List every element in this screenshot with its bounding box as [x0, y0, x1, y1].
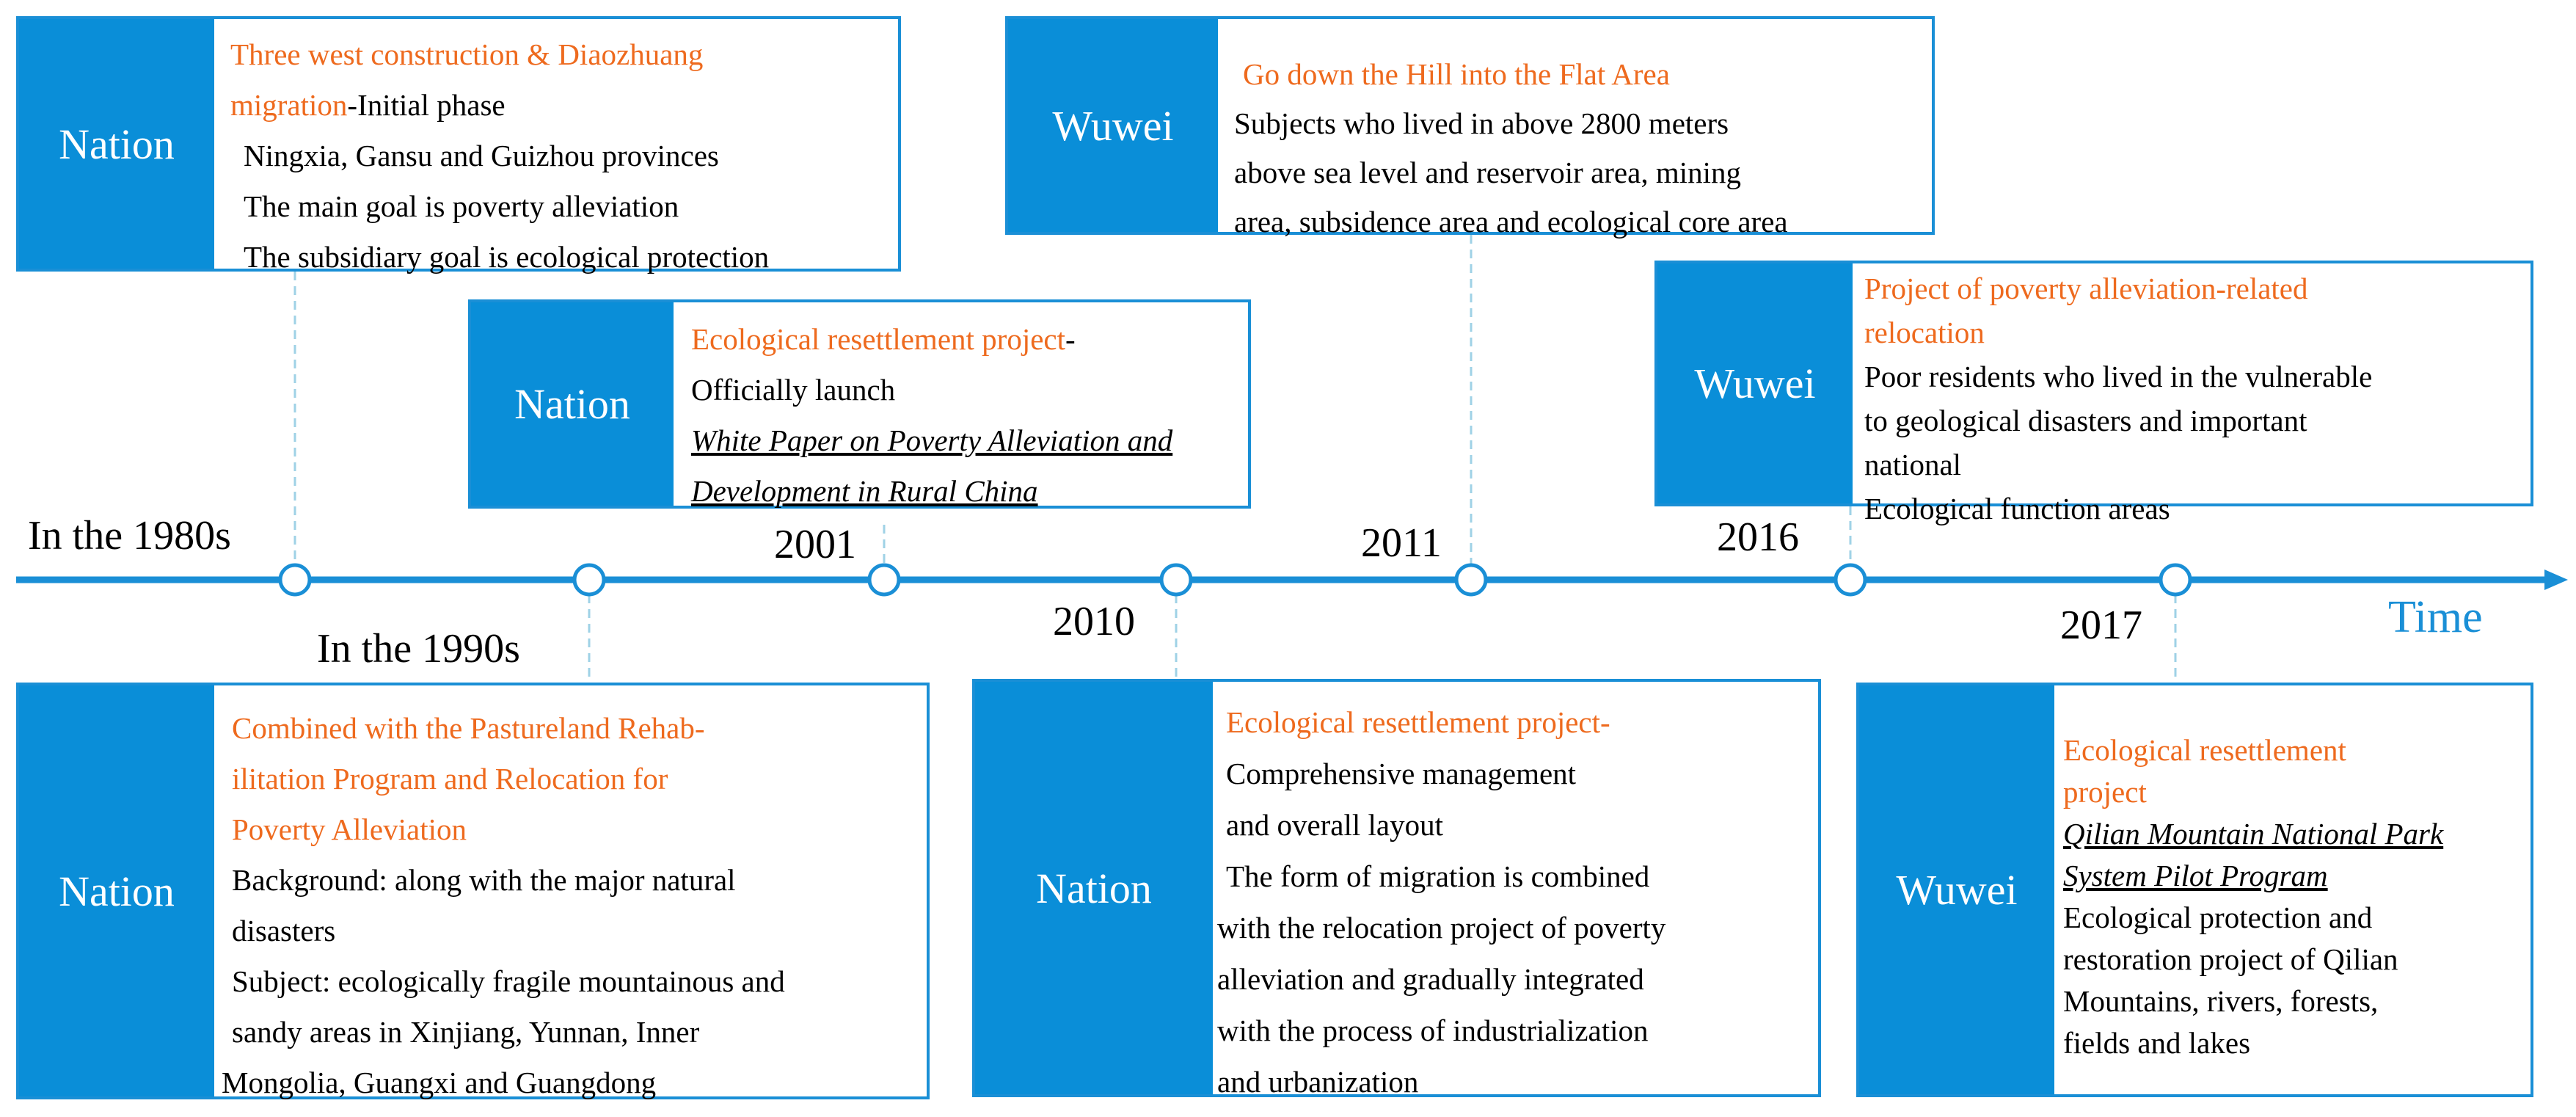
card-tag-nation: Nation: [975, 682, 1213, 1094]
marker-1980s: [280, 565, 310, 594]
marker-2001: [869, 565, 899, 594]
card-tag-nation: Nation: [19, 685, 214, 1096]
marker-2016: [1836, 565, 1865, 594]
card-title-line2: relocation: [1864, 316, 1985, 349]
card-body: [674, 302, 1248, 506]
card-2016: [1654, 261, 2533, 525]
card-line-5: Mongolia, Guangxi and Guangdong: [222, 1066, 657, 1099]
card-line-3: Mountains, rivers, forests,: [2063, 984, 2379, 1018]
year-label-2001: 2001: [774, 522, 856, 567]
card-title: Go down the Hill into the Flat Area: [1243, 57, 1670, 91]
marker-2017: [2161, 565, 2190, 594]
card-line-4: Ecological function areas: [1864, 492, 2170, 525]
card-line-2: to geological disasters and important: [1864, 404, 2307, 437]
year-label-2017: 2017: [2060, 603, 2142, 648]
card-line-3: The form of migration is combined: [1226, 859, 1650, 893]
card-line-1: Background: along with the major natural: [232, 863, 736, 897]
axis-time-label: Time: [2388, 592, 2483, 642]
card-2010: [972, 679, 1821, 1097]
card-line-7: and urbanization: [1217, 1065, 1419, 1099]
card-line-2: disasters: [232, 914, 336, 947]
card-tag-wuwei: Wuwei: [1657, 263, 1853, 503]
time-axis-arrow: [2544, 570, 2568, 590]
card-document-line1: White Paper on Poverty Alleviation and: [691, 423, 1173, 457]
card-line-4: with the relocation project of poverty: [1217, 911, 1666, 945]
card-line-1: Ningxia, Gansu and Guizhou provinces: [244, 139, 719, 172]
card-line-3: national: [1864, 448, 1962, 481]
card-line-4: fields and lakes: [2063, 1026, 2251, 1060]
card-line-2: The main goal is poverty alleviation: [244, 189, 679, 223]
card-line-1: Officially launch: [691, 373, 896, 407]
card-title-accent: migration: [230, 88, 348, 122]
year-label-1990s: In the 1990s: [317, 626, 520, 672]
year-label-1980s: In the 1980s: [28, 513, 231, 558]
card-tag-nation: Nation: [19, 19, 214, 269]
card-document-line2: System Pilot Program: [2063, 859, 2328, 892]
card-title-dash: -: [1065, 322, 1076, 356]
card-line-2: and overall layout: [1226, 808, 1444, 842]
card-title-line2: project: [2063, 775, 2147, 809]
card-body: [1218, 19, 1932, 239]
card-title-line1: Project of poverty alleviation-related: [1864, 272, 2308, 305]
card-line-1: Comprehensive management: [1226, 757, 1577, 790]
card-line-3: The subsidiary goal is ecological protection: [244, 240, 770, 274]
card-line-6: with the process of industrialization: [1217, 1014, 1649, 1047]
card-title-suffix: -Initial phase: [347, 88, 506, 122]
marker-2010: [1161, 565, 1191, 594]
card-2011: [1005, 16, 1935, 239]
card-title-line2: ilitation Program and Relocation for: [232, 762, 668, 796]
card-body: [214, 19, 898, 274]
card-document-line2: Development in Rural China: [691, 474, 1038, 508]
card-line-5: alleviation and gradually integrated: [1217, 962, 1644, 996]
card-title-line3: Poverty Alleviation: [232, 812, 467, 846]
card-line-1: Poor residents who lived in the vulnerable: [1864, 360, 2373, 393]
card-title: Ecological resettlement project: [691, 322, 1065, 356]
card-1990s: [16, 683, 930, 1099]
card-line-3: area, subsidence area and ecological core area: [1234, 205, 1788, 239]
card-tag-wuwei: Wuwei: [1859, 685, 2054, 1094]
card-line-1: Subjects who lived in above 2800 meters: [1234, 106, 1729, 140]
card-title-line1: Three west construction & Diaozhuang: [230, 37, 704, 71]
card-title: Ecological resettlement project-: [1226, 705, 1610, 739]
card-line-4: sandy areas in Xinjiang, Yunnan, Inner: [232, 1015, 700, 1049]
card-line-3: Subject: ecologically fragile mountainous and: [232, 964, 785, 998]
card-line-2: restoration project of Qilian: [2063, 942, 2398, 976]
card-title-line1: Ecological resettlement: [2063, 733, 2346, 767]
card-2001: [468, 299, 1251, 509]
card-body: [214, 685, 927, 1099]
year-label-2010: 2010: [1053, 599, 1135, 644]
card-line-2: above sea level and reservoir area, mining: [1234, 156, 1741, 189]
card-2017: [1856, 683, 2533, 1097]
marker-1990s: [574, 565, 604, 594]
year-label-2011: 2011: [1361, 520, 1442, 566]
card-title-line: [691, 314, 1244, 365]
card-body: [2054, 685, 2531, 1094]
card-body: [1213, 682, 1818, 1099]
marker-2011: [1456, 565, 1486, 594]
card-title-line2: [230, 80, 894, 131]
card-title-line1: Combined with the Pastureland Rehab-: [232, 711, 705, 745]
card-tag-nation: Nation: [471, 302, 674, 506]
card-document-line1: Qilian Mountain National Park: [2063, 817, 2444, 851]
card-1980s: [16, 16, 901, 272]
card-tag-wuwei: Wuwei: [1008, 19, 1218, 232]
year-label-2016: 2016: [1717, 514, 1799, 560]
card-line-1: Ecological protection and: [2063, 900, 2373, 934]
card-body: [1853, 263, 2531, 525]
